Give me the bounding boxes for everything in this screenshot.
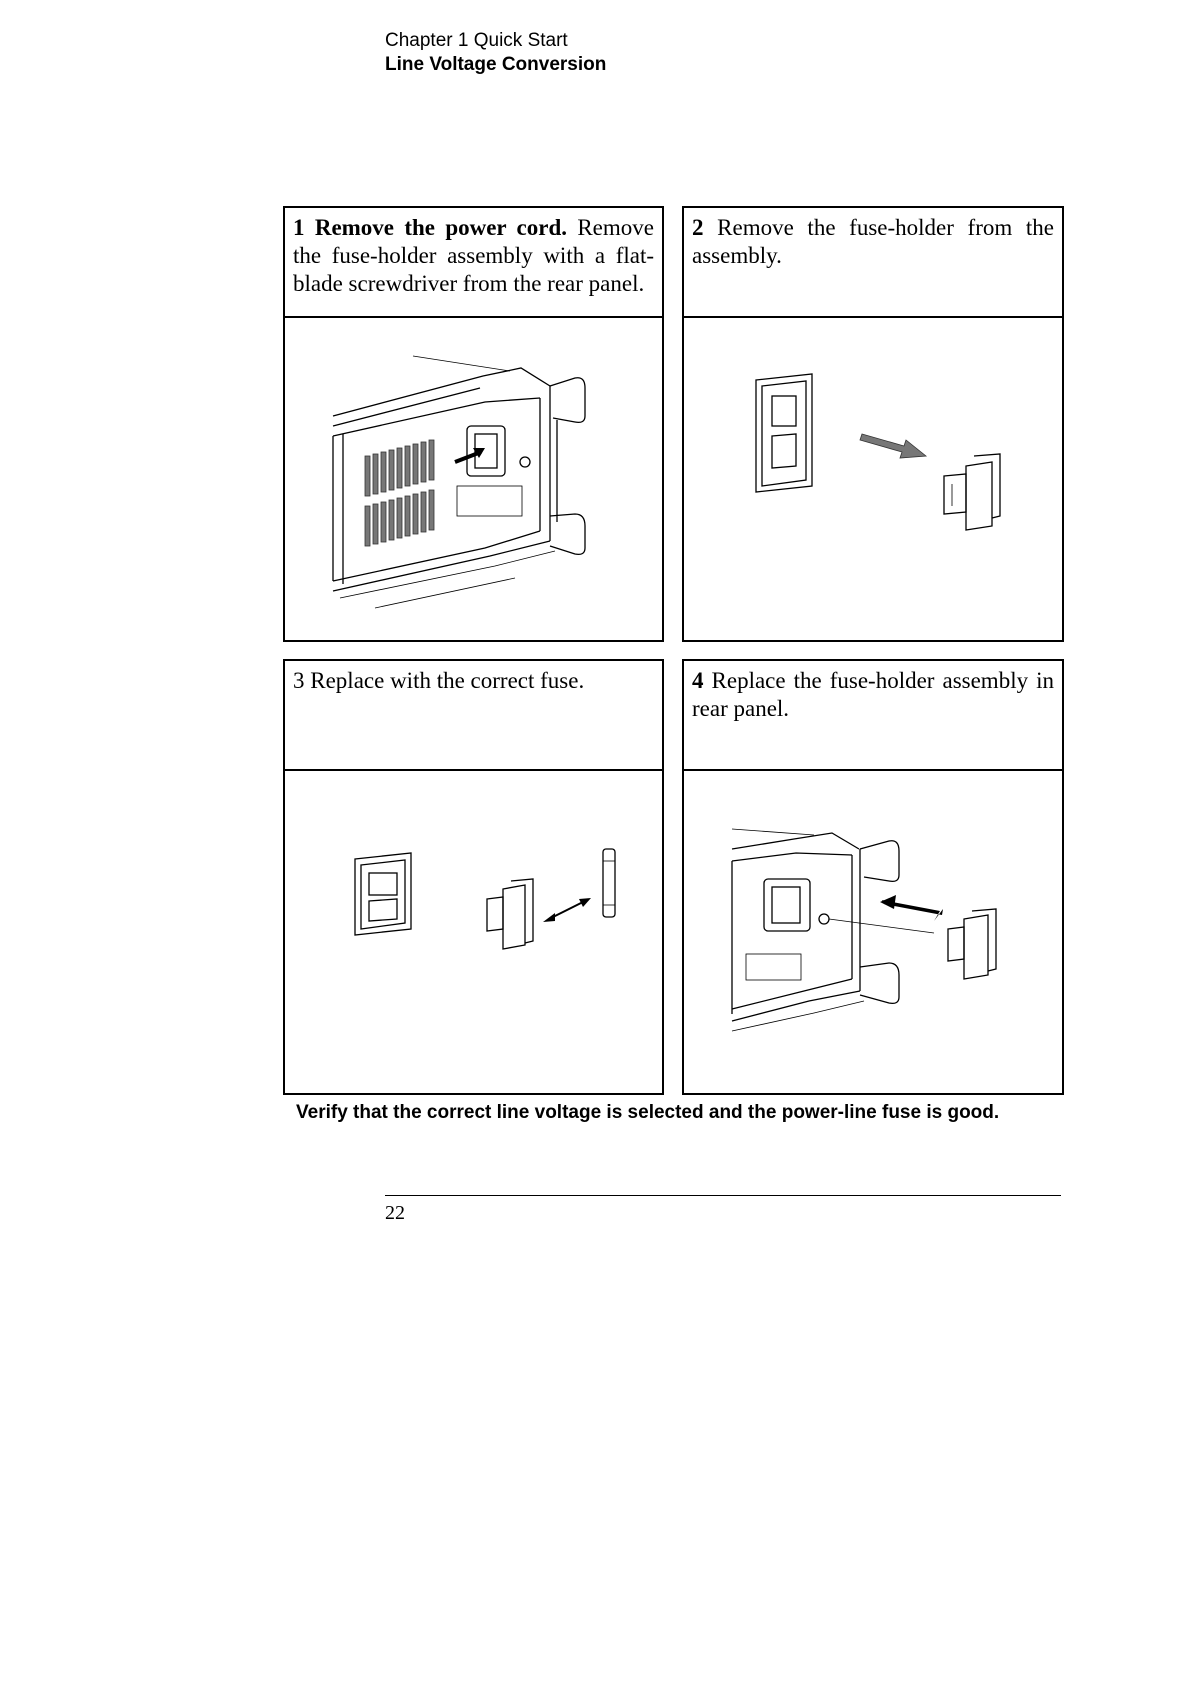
step-1-bold: Remove the power cord. [314, 215, 568, 240]
step-1-cell [283, 206, 664, 642]
rear-panel-remove-figure [285, 316, 662, 640]
step-3-text [285, 661, 662, 771]
step-2-instruction: Remove the fuse-holder from the assembly. [692, 215, 1054, 268]
running-header-chapter: Chapter 1 Quick Start [385, 30, 568, 51]
running-header-section: Line Voltage Conversion [385, 54, 607, 75]
step-2-cell [682, 206, 1064, 642]
step-2-illustration [684, 316, 1062, 640]
step-1-text [285, 208, 662, 318]
fuse-holder-insert-figure [684, 769, 1062, 1093]
step-4-illustration [684, 769, 1062, 1093]
step-3-cell [283, 659, 664, 1095]
step-1-instruction: Remove the fuse-holder assembly with a flat-blade screwdriver from the rear panel. [293, 215, 654, 296]
footer-rule [385, 1195, 1061, 1196]
vent-grille-upper [365, 440, 434, 496]
step-4-number: 4 [692, 668, 704, 693]
step-1-number: 1 [293, 215, 305, 240]
step-2-text [684, 208, 1062, 318]
fuse-holder-removal-figure [684, 316, 1062, 640]
fuse-replace-figure [285, 769, 662, 1093]
step-4-instruction: Replace the fuse-holder assembly in rear panel. [692, 668, 1054, 721]
step-4-cell [682, 659, 1064, 1095]
step-3-illustration [285, 769, 662, 1093]
step-3-instruction: Replace with the correct fuse. [304, 668, 585, 693]
page-number: 22 [385, 1202, 405, 1224]
step-2-number: 2 [692, 215, 704, 240]
vent-grille-lower [365, 490, 434, 546]
step-3-number: 3 [293, 668, 305, 693]
step-4-text [684, 661, 1062, 771]
figure-caption: Verify that the correct line voltage is selected and the power-line fuse is good. [296, 1102, 1000, 1123]
step-1-illustration [285, 316, 662, 640]
